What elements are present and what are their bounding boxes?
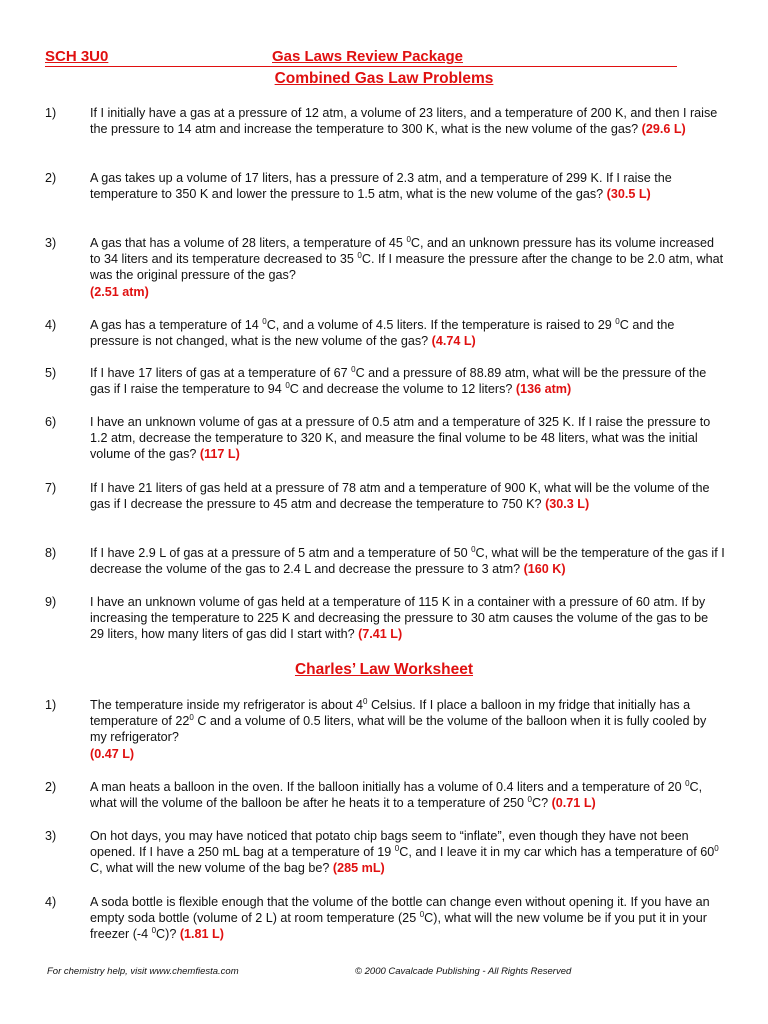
charles-question-1: 1) The temperature inside my refrigerator is about $4^0$ Celsius. If I place a balloon in my fridge that initially has a temperature of $22^0$ C and a volume of 0.5 liters, what will be the volume of the balloon when it is fully cooled by my refrigerator? (0.47 L) [45,696,707,761]
footer-copyright: © 2000 Cavalcade Publishing - All Rights Reserved [355,966,572,977]
combined-question-2: 2) A gas takes up a volume of 17 liters, has a pressure of 2.3 atm, and a temperature of 299 K. If I raise the temperature to 350 K and lower the pressure to 1.5 atm, what is the new volume of the gas? (30.5 L) [45,171,672,202]
package-title: Gas Laws Review Package [272,48,463,65]
combined-question-9: 9) I have an unknown volume of gas held at a temperature of 115 K in a container with a pressure of 60 atm. If by increasing the temperature to 225 K and decreasing the pressure to 30 atm causes the volume of the gas to be 29 liters, how many liters of gas did I start with? (7.41 L) [45,595,709,642]
charles-section-title: Charles’ Law Worksheet [294,661,474,678]
answer: (2.51 atm) [90,284,149,299]
answer: (1.81 L) [179,927,224,942]
charles-question-2: 2) A man heats a balloon in the oven. If the balloon initially has a volume of 0.4 liters and a temperature of 20 $^0$C, what will the volume of the balloon be after he heats it to a temperature of 250 $^0$C? (0.71 L) [45,778,703,811]
charles-question-3: 3) On hot days, you may have noticed that potato chip bags seem to “inflate”, even though they have not been opened. If I have a 250 mL bag at a temperature of 19 $^0$C, and I leave it in my car which has a temperature of $60^0$ C, what will the new volume of the bag be? (285 mL) [45,829,719,876]
course-code: SCH 3U0 [45,48,109,65]
combined-question-6: 6) I have an unknown volume of gas at a pressure of 0.5 atm and a temperature of 325 K. If I raise the pressure to 1.2 atm, decrease the temperature to 320 K, and measure the final volume to be 48 liters, what was the initial volume of the gas? (117 L) [45,415,711,462]
answer: (0.71 L) [551,796,596,811]
combined-question-5: 5) If I have 17 liters of gas at a temperature of 67 $^0$C and a pressure of 88.89 atm, what will be the pressure of the gas if I raise the temperature to 94 $^0$C and decrease the volume to 12 liters? (136 atm) [45,364,707,397]
answer: (160 K) [523,562,566,577]
answer: (117 L) [199,447,240,462]
answer: (30.3 L) [545,497,590,512]
answer: (30.5 L) [606,187,651,202]
combined-section-title: Combined Gas Law Problems [274,70,494,87]
answer: (136 atm) [515,382,572,397]
answer: (0.47 L) [90,746,135,761]
charles-question-4: 4) A soda bottle is flexible enough that the volume of the bottle can change even without opening it. If you have an empty soda bottle (volume of 2 L) at room temperature (25 $^0$C), what will the new volume be if you put it in your freezer (-4 $^0$C)? (1.81 L) [45,895,710,942]
answer: (4.74 L) [431,334,476,349]
combined-question-7: 7) If I have 21 liters of gas held at a pressure of 78 atm and a temperature of 900 K, what will be the volume of the gas if I decrease the pressure to 45 atm and decrease the temperature to 750 K? (30.3 L) [45,481,710,512]
combined-question-3: 3) A gas that has a volume of 28 liters, a temperature of 45 $^0$C, and an unknown pressure has its volume increased to 34 liters and its temperature decreased to 35 $^0$C. If I measure the pressure after the change to be 2.0 atm, what was the original pressure of the gas? (2.51 atm) [45,234,724,299]
answer: (285 mL) [332,861,385,876]
combined-question-8: 8) If I have 2.9 L of gas at a pressure of 5 atm and a temperature of 50 $^0$C, what will be the temperature of the gas if I decrease the volume of the gas to 2.4 L and decrease the pressure to 3 atm? (160 K) [45,544,725,577]
answer: (7.41 L) [358,627,403,642]
footer-help-link-text: For chemistry help, visit www.chemfiesta.com [47,966,239,977]
combined-question-4: 4) A gas has a temperature of 14 $^0$C, and a volume of 4.5 liters. If the temperature is raised to 29 $^0$C and the pressure is not changed, what is the new volume of the gas? (4.74 L) [45,316,675,349]
answer: (29.6 L) [641,122,686,137]
combined-question-1: 1) If I initially have a gas at a pressure of 12 atm, a volume of 23 liters, and a temperature of 200 K, and then I raise the pressure to 14 atm and increase the temperature to 300 K, what is the new volume of the gas? (29.6 L) [45,106,718,137]
